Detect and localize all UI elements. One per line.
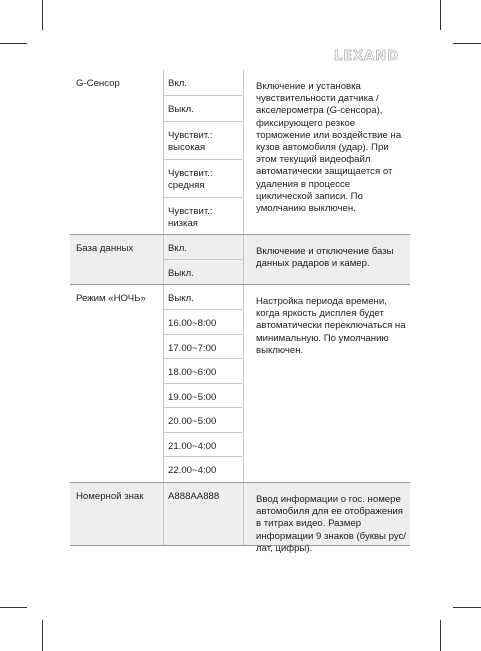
option-item: 18.00~6:00 (163, 359, 242, 384)
crop-mark (440, 620, 441, 651)
table-row-license-plate (70, 482, 410, 554)
brand-logo: LEXAND (334, 49, 399, 64)
row-description: Включение и установка чувствительности датчика / акселерометра (G-сенсора), фиксирующего резкое торможение или воздействие на кузов автомобиля (удар). При этом текущий видеофайл автоматически защищается от удаления в процессе циклической записи. По умолчанию выключен. (256, 81, 402, 215)
crop-mark (0, 43, 27, 44)
option-list (163, 285, 242, 482)
column-divider (243, 235, 244, 284)
table-row-g-sensor (70, 70, 410, 234)
option-item: Чувствит.: средняя (163, 160, 242, 198)
table-row-night-mode (70, 284, 410, 482)
option-item: 20.00~5:00 (163, 408, 242, 433)
option-item: 17.00~7:00 (163, 335, 242, 359)
crop-mark (440, 0, 441, 30)
crop-mark (42, 620, 43, 651)
option-item: А888АА888 (168, 491, 220, 502)
crop-mark (0, 607, 27, 608)
option-item: Выкл. (168, 268, 194, 279)
option-item: Вкл. (163, 70, 242, 96)
row-description: Включение и отключение базы данных радаров и камер. (256, 246, 394, 270)
option-list (163, 70, 242, 234)
column-divider (243, 70, 244, 234)
row-description: Ввод информации о гос. номере автомобиля для ее отображения в титрах видео. Размер информации 9 знаков (буквы рус/лат, цифры). (256, 494, 406, 554)
option-item: 19.00~5:00 (163, 384, 242, 408)
row-label: Режим «НОЧЬ» (76, 293, 146, 304)
option-item: 21.00~4:00 (163, 433, 242, 457)
table-row-database (70, 234, 410, 284)
option-item: Выкл. (163, 96, 242, 122)
column-divider (243, 483, 244, 545)
settings-table (70, 70, 410, 554)
option-item: Чувствит.: высокая (163, 122, 242, 160)
row-label: Номерной знак (76, 491, 144, 502)
option-list (163, 483, 242, 513)
option-list (163, 235, 242, 284)
option-item: 16.00~8:00 (163, 310, 242, 335)
option-item: Выкл. (163, 285, 242, 310)
option-item: 22.00~4:00 (168, 465, 217, 476)
option-item: Чувствит.: низкая (168, 206, 213, 229)
column-divider (243, 285, 244, 482)
option-item: Вкл. (163, 235, 242, 260)
crop-mark (453, 607, 481, 608)
crop-mark (453, 43, 481, 44)
crop-mark (42, 0, 43, 30)
row-label: База данных (76, 243, 134, 254)
row-label: G-Сенсор (76, 78, 120, 89)
row-description: Настройка периода времени, когда яркость дисплея будет автоматически переключаться на минимальную. По умолчанию выключен. (256, 296, 406, 356)
